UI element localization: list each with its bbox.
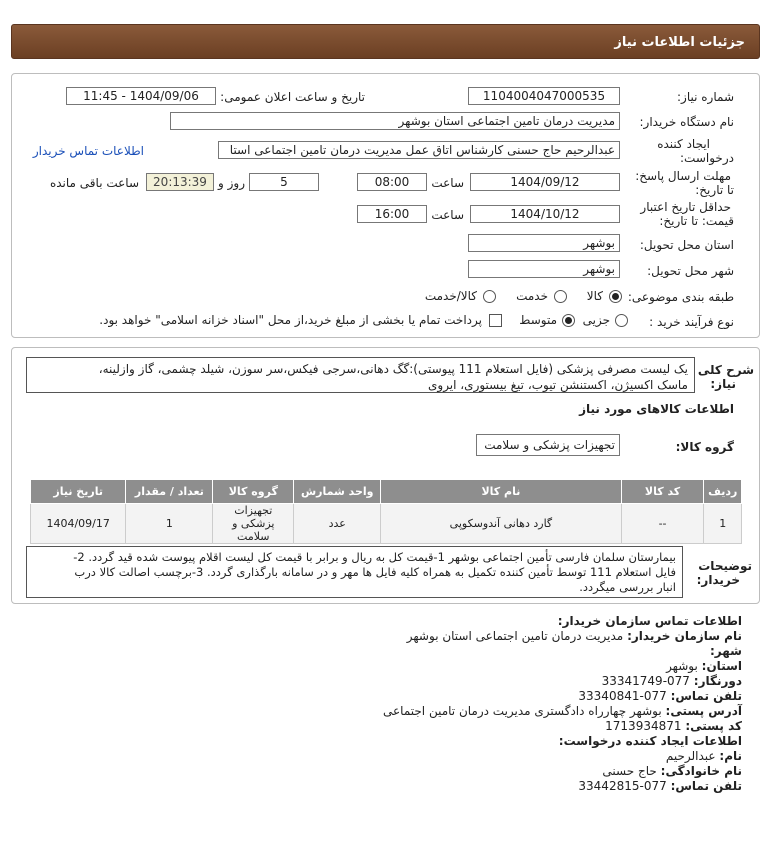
contact-last-name-key: نام خانوادگی: — [660, 764, 742, 778]
contact-org-value: مدیریت درمان تامین اجتماعی استان بوشهر — [406, 629, 624, 643]
city-field: بوشهر — [468, 260, 620, 278]
remaining-time-field: 20:13:39 — [146, 173, 214, 191]
contact-fax — [602, 674, 742, 688]
col-index: ردیف — [704, 480, 742, 504]
notes-line-2: فایل استعلام 111 توسط تأمین کننده تکمیل به همراه کلیه فایل ها مهر و در سامانه بارگذاری گردد. 3-برچسب اصالت کالا درب — [74, 565, 676, 579]
col-date: تاریخ نیاز — [31, 480, 126, 504]
contact-address — [383, 704, 742, 718]
city-label: شهر محل تحویل: — [647, 264, 734, 278]
contact-postal-key: کد پستی: — [685, 719, 742, 733]
treasury-payment-checkbox[interactable] — [489, 314, 502, 327]
contact-province-value: بوشهر — [666, 659, 698, 673]
creator-label-1: ایجاد کننده — [657, 137, 710, 151]
goods-group-label: گروه کالا: — [675, 440, 734, 454]
reply-deadline-label-1: مهلت ارسال پاسخ: — [635, 169, 731, 183]
notes-line-3: انبار بررسی میگردد. — [579, 580, 676, 594]
contact-creator-phone-value: 077-33442815 — [578, 779, 667, 793]
contact-first-name-key: نام: — [719, 749, 742, 763]
contact-phone-key: تلفن تماس: — [670, 689, 742, 703]
notes-label-2: خریدار: — [696, 573, 740, 587]
process-option-minor: جزیی — [582, 313, 610, 327]
notes-label-1: توضیحات — [698, 559, 752, 573]
goods-section-title: اطلاعات کالاهای مورد نیاز — [579, 402, 734, 416]
announce-label: تاریخ و ساعت اعلان عمومی: — [220, 90, 365, 104]
reply-date-field: 1404/09/12 — [470, 173, 620, 191]
category-label: طبقه بندی موضوعی: — [627, 290, 734, 304]
table-row — [31, 504, 742, 544]
contact-phone — [578, 689, 742, 703]
summary-line-2: ماسک اکسیژن، اکستنشن تیوب، تیغ بیستوری، ایروی — [428, 378, 688, 392]
reply-time-label: ساعت — [431, 176, 464, 190]
cell-name: گارد دهانی آندوسکوپی — [381, 504, 621, 544]
cell-unit: عدد — [294, 504, 381, 544]
notes-line-1: بیمارستان سلمان فارسی تأمین اجتماعی بوشهر 1-قیمت کل به ریال و برابر با قیمت کل لیست اقلام پیوست شده قید گردد. 2- — [73, 550, 676, 564]
creator-field: عبدالرحیم حاج حسنی کارشناس اتاق عمل مدیریت درمان تامین اجتماعی استا — [218, 141, 620, 159]
cell-code: -- — [621, 504, 704, 544]
remaining-label: ساعت باقی مانده — [49, 176, 139, 190]
reply-time-field: 08:00 — [357, 173, 427, 191]
contact-creator-phone-key: تلفن تماس: — [670, 779, 742, 793]
contact-org — [407, 629, 742, 643]
contact-creator-title-key: اطلاعات ایجاد کننده درخواست: — [558, 734, 742, 748]
contact-province — [666, 659, 742, 673]
buyer-org-label: نام دستگاه خریدار: — [639, 115, 734, 129]
summary-text-box — [26, 357, 695, 393]
category-option-service: خدمت — [516, 289, 548, 303]
summary-label-1: شرح کلی — [697, 363, 754, 377]
cell-qty: 1 — [126, 504, 213, 544]
col-qty: تعداد / مقدار — [126, 480, 213, 504]
contact-address-key: آدرس پستی: — [665, 704, 742, 718]
category-radio-service[interactable] — [554, 290, 567, 303]
buyer-contact-link[interactable]: اطلاعات تماس خریدار — [32, 144, 144, 158]
need-number-field: 1104004047000535 — [468, 87, 620, 105]
creator-label-2: درخواست: — [680, 151, 734, 165]
contact-address-value: بوشهر چهارراه دادگستری مدیریت درمان تامین اجتماعی — [383, 704, 662, 718]
goods-table — [30, 479, 742, 544]
cell-group: تجهیزات پزشکی و سلامت — [213, 504, 294, 544]
category-radio-goods-service[interactable] — [483, 290, 496, 303]
category-option-goods-service: کالا/خدمت — [424, 289, 477, 303]
province-field: بوشهر — [468, 234, 620, 252]
process-radio-medium[interactable] — [562, 314, 575, 327]
page-header — [11, 24, 760, 59]
summary-label-2: نیاز: — [710, 377, 736, 391]
col-unit: واحد شمارش — [294, 480, 381, 504]
announce-field: 1404/09/06 - 11:45 — [66, 87, 216, 105]
goods-group-field: تجهیزات پزشکی و سلامت — [476, 434, 620, 456]
validity-label-1: حداقل تاریخ اعتبار — [640, 200, 731, 214]
notes-text-box — [26, 546, 683, 598]
contact-fax-key: دورنگار: — [693, 674, 742, 688]
buyer-org-field: مدیریت درمان تامین اجتماعی استان بوشهر — [170, 112, 620, 130]
page-title: جزئیات اطلاعات نیاز — [614, 35, 745, 50]
province-label: استان محل تحویل: — [639, 238, 734, 252]
reply-deadline-label-2: تا تاریخ: — [695, 183, 734, 197]
process-radio-minor[interactable] — [615, 314, 628, 327]
col-code: کد کالا — [621, 480, 704, 504]
validity-date-field: 1404/10/12 — [470, 205, 620, 223]
contact-phone-value: 077-33340841 — [578, 689, 667, 703]
contact-creator-phone — [578, 779, 742, 793]
contact-creator-title — [559, 734, 742, 748]
contact-title: اطلاعات تماس سازمان خریدار: — [557, 614, 742, 628]
cell-index: 1 — [704, 504, 742, 544]
need-number-label: شماره نیاز: — [677, 90, 734, 104]
contact-city — [710, 644, 742, 658]
contact-postal-value: 1713934871 — [605, 719, 682, 733]
contact-org-key: نام سازمان خریدار: — [627, 629, 742, 643]
contact-last-name-value: حاج حسنی — [602, 764, 657, 778]
col-name: نام کالا — [381, 480, 621, 504]
treasury-payment-note: پرداخت تمام یا بخشی از مبلغ خرید،از محل "اسناد خزانه اسلامی" خواهد بود. — [99, 313, 482, 327]
validity-time-field: 16:00 — [357, 205, 427, 223]
contact-fax-value: 077-33341749 — [601, 674, 690, 688]
process-label: نوع فرآیند خرید : — [649, 315, 734, 329]
process-option-medium: متوسط — [519, 313, 557, 327]
contact-city-key: شهر: — [710, 644, 742, 658]
days-label: روز و — [218, 176, 245, 190]
goods-table-header — [31, 480, 742, 504]
contact-province-key: استان: — [701, 659, 742, 673]
summary-line-1: یک لیست مصرفی پزشکی (فایل استعلام 111 پیوستی):گگ دهانی،سرجی فیکس،سر سوزن، شیلد چشمی، گاز وازلینه، — [98, 362, 688, 376]
contact-last-name — [602, 764, 742, 778]
contact-postal — [605, 719, 742, 733]
validity-time-label: ساعت — [431, 208, 464, 222]
category-radio-goods[interactable] — [609, 290, 622, 303]
validity-label-2: قیمت: تا تاریخ: — [659, 214, 734, 228]
contact-first-name — [666, 749, 742, 763]
cell-date: 1404/09/17 — [31, 504, 126, 544]
contact-first-name-value: عبدالرحیم — [665, 749, 716, 763]
col-group: گروه کالا — [213, 480, 294, 504]
days-field: 5 — [249, 173, 319, 191]
category-option-goods: کالا — [586, 289, 603, 303]
